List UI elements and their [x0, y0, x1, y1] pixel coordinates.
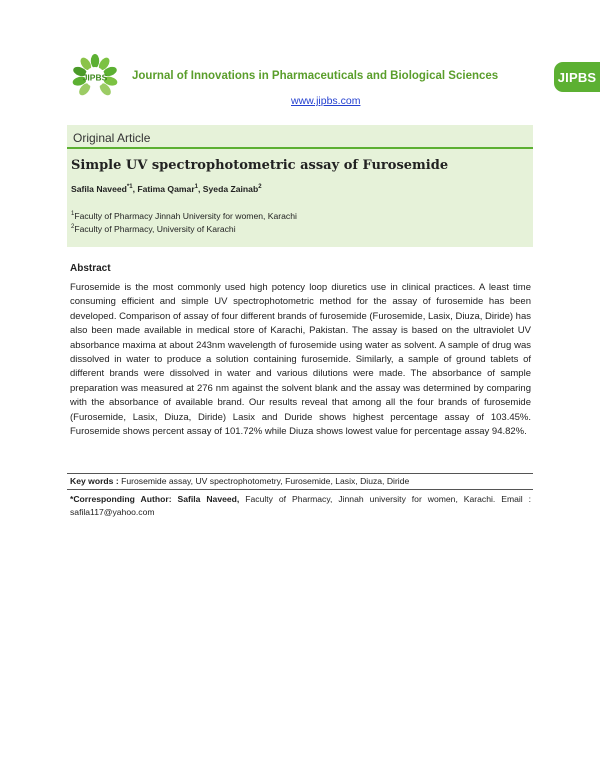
corresponding-text: Faculty of Pharmacy, Jinnah university for women, Karachi. Email : safila117@yahoo.com — [70, 494, 532, 517]
affiliation — [71, 224, 236, 234]
journal-logo — [66, 53, 124, 101]
author-name: Fatima Qamar — [137, 184, 195, 194]
divider — [67, 473, 533, 474]
corresponding-author — [70, 493, 531, 518]
affiliation — [71, 211, 297, 221]
article-info-panel — [67, 125, 533, 247]
article-title: Simple UV spectrophotometric assay of Furosemide — [71, 158, 449, 173]
affiliation-text: Faculty of Pharmacy Jinnah University for women, Karachi — [74, 211, 297, 221]
author-mark: 2 — [258, 184, 262, 191]
keywords — [70, 476, 409, 486]
journal-badge: JIPBS — [554, 62, 600, 92]
divider — [67, 147, 533, 149]
affiliation-text: Faculty of Pharmacy, University of Karachi — [74, 224, 236, 234]
keywords-label: Key words : — [70, 476, 119, 486]
keywords-text: Furosemide assay, UV spectrophotometry, Furosemide, Lasix, Diuza, Diride — [121, 476, 410, 486]
affiliation-mark: 1 — [71, 211, 75, 218]
author-list: Safila Naveed$^{*1}$, Fatima Qamar$^1$, Syeda Zainab$^2$ — [71, 184, 262, 194]
author-name: Safila Naveed — [71, 184, 127, 194]
author-mark: *1 — [126, 184, 133, 191]
logo-text: JIPBS — [82, 72, 108, 83]
corresponding-label: *Corresponding Author: Safila Naveed, — [70, 494, 240, 504]
abstract-heading: Abstract — [70, 263, 111, 274]
article-type: Original Article — [73, 131, 151, 145]
author-mark: 1 — [194, 184, 199, 191]
affiliation-mark: 2 — [71, 224, 75, 231]
journal-title: Journal of Innovations in Pharmaceuticals and Biological Sciences — [132, 70, 499, 82]
abstract-text: Furosemide is the most commonly used high potency loop diuretics use in clinical practices. A least time consuming efficient and simple UV spectrophotometric method for the assay of furosemide has been developed. Comparison of assay of four different brands of furosemide (Furosemide, Lasix, Diuza, Diride) has also been made available in medical store of Karachi, Pakistan. The assay is based on the ultraviolet UV absorbance maxima at about 243nm wavelength of furosemide using water as solvent. A sample of drug was dissolved in water to produce a solution containing furosemide. Similarly, a sample of ground tablets of different brands were dissolved in water and various dilutions were made. The absorbance of sample preparation was measured at 276 nm against the solvent blank and the assay was determined by comparing with the absorbance of available brand. Our results reveal that among all the four brands of furosemide (Furosemide, Lasix, Diuza, Diride) Lasix and Duride shows highest percentage assay of 103.45%. Furosemide shows percent assay of 101.72% while Diuza shows lowest value for percentage assay 94.82%. — [70, 282, 531, 438]
author-name: Syeda Zainab — [202, 184, 259, 194]
journal-website-link[interactable]: www.jipbs.com — [291, 95, 361, 107]
divider — [67, 489, 533, 490]
